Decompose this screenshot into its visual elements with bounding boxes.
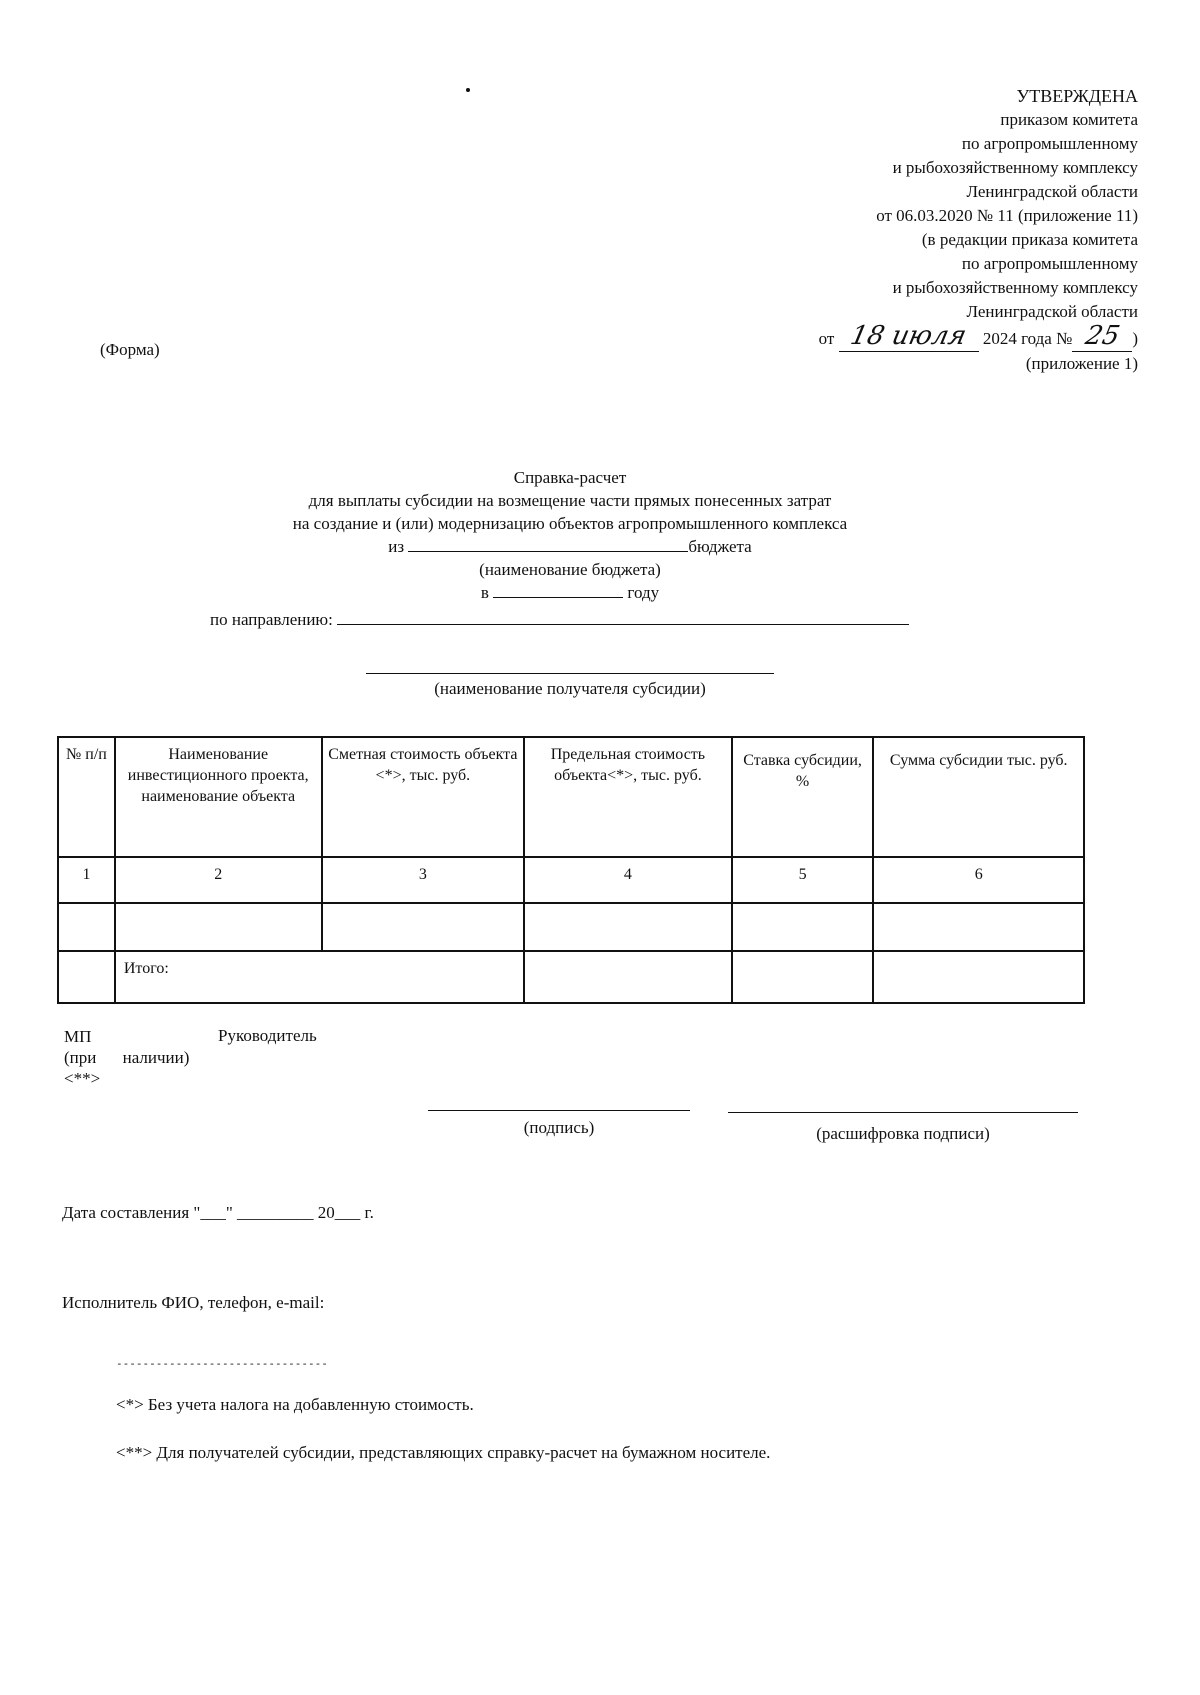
table-row [58, 857, 1084, 903]
year-text: 2024 года № [982, 329, 1073, 348]
recipient-caption: (наименование получателя субсидии) [434, 679, 706, 698]
approval-line: Ленинградской области [966, 182, 1138, 201]
approval-line: Ленинградской области [966, 302, 1138, 321]
table-cell[interactable] [524, 903, 732, 951]
total-row [58, 951, 1084, 1003]
mp-footnote-ref: <**> [64, 1069, 101, 1088]
head-label: Руководитель [218, 1026, 317, 1045]
table-cell[interactable] [732, 951, 874, 1003]
approval-line: по агропромышленному [961, 254, 1138, 273]
signature-caption: (подпись) [523, 1118, 595, 1137]
table-header-cell: Наименование инвестиционного проекта, наименование объекта [115, 737, 322, 857]
direction-input-line[interactable] [337, 608, 909, 625]
table-cell[interactable] [115, 903, 322, 951]
column-number-cell: 3 [322, 857, 525, 903]
year-line [0, 581, 1140, 604]
approval-stamp-block [618, 84, 1138, 376]
direction-label: по направлению: [210, 610, 333, 629]
mp-note [64, 1047, 189, 1068]
signature-decode-caption: (расшифровка подписи) [816, 1124, 990, 1143]
iz-label: из [388, 537, 405, 556]
footnote-1: <*> Без учета налога на добавленную стоимость. [116, 1395, 474, 1414]
stray-dot [466, 88, 470, 92]
table-header-cell: Ставка субсидии, % [732, 737, 874, 857]
budget-caption: (наименование бюджета) [479, 560, 661, 579]
direction-line [210, 608, 909, 630]
signature-input-line[interactable] [428, 1110, 690, 1111]
table-header-row [58, 737, 1084, 857]
table-row [58, 903, 1084, 951]
handwritten-number: 25 [1082, 321, 1123, 351]
table-cell[interactable] [873, 903, 1084, 951]
mp-note-part: наличии) [122, 1048, 190, 1067]
subsidy-table [57, 736, 1085, 1004]
document-title-block [0, 466, 1140, 604]
approval-line: приказом комитета [1000, 110, 1138, 129]
total-label: Итого: [115, 951, 524, 1003]
column-number-cell: 4 [524, 857, 732, 903]
approval-appendix: (приложение 1) [1025, 354, 1138, 373]
stamp-place [64, 1026, 189, 1089]
table-header-cell: Сумма субсидии тыс. руб. [873, 737, 1084, 857]
approval-line: от 06.03.2020 № 11 (приложение 11) [876, 206, 1138, 225]
approval-line: по агропромышленному [961, 134, 1138, 153]
footnote-separator: -------------------------------- [116, 1357, 328, 1370]
budget-suffix: бюджета [688, 537, 752, 556]
table-cell[interactable] [732, 903, 874, 951]
approval-date-line [618, 321, 1138, 352]
recipient-input-line[interactable] [366, 673, 774, 674]
compilation-date: Дата составления "___" _________ 20___ г. [62, 1203, 374, 1222]
executor-label: Исполнитель ФИО, телефон, e-mail: [62, 1293, 325, 1312]
approval-line: и рыбохозяйственному комплексу [892, 278, 1138, 297]
table-header-cell: № п/п [58, 737, 115, 857]
table-cell[interactable] [58, 903, 115, 951]
v-label: в [480, 583, 489, 602]
mp-label: МП [64, 1027, 92, 1046]
table-cell[interactable] [873, 951, 1084, 1003]
signature-decode-input-line[interactable] [728, 1112, 1078, 1113]
form-label: (Форма) [100, 340, 160, 359]
year-suffix: году [627, 583, 660, 602]
column-number-cell: 2 [115, 857, 322, 903]
budget-line [0, 535, 1140, 558]
year-input-line[interactable] [493, 581, 623, 598]
table-header-cell: Сметная стоимость объекта <*>, тыс. руб. [322, 737, 525, 857]
handwritten-date: 18 июля [848, 321, 970, 351]
closing-paren: ) [1132, 329, 1138, 348]
budget-input-line[interactable] [408, 535, 688, 552]
column-number-cell: 5 [732, 857, 874, 903]
footnote-2: <**> Для получателей субсидии, представляющих справку-расчет на бумажном носителе. [116, 1443, 771, 1462]
column-number-cell: 6 [873, 857, 1084, 903]
table-cell[interactable] [524, 951, 732, 1003]
date-prefix: от [818, 329, 835, 348]
table-cell[interactable] [322, 903, 525, 951]
title-line-2: на создание и (или) модернизацию объектов агропромышленного комплекса [292, 514, 848, 533]
approval-line: (в редакции приказа комитета [921, 230, 1138, 249]
column-number-cell: 1 [58, 857, 115, 903]
table-header-cell: Предельная стоимость объекта<*>, тыс. руб. [524, 737, 732, 857]
table-cell [58, 951, 115, 1003]
mp-note-part: (при [64, 1048, 97, 1067]
approval-line: и рыбохозяйственному комплексу [892, 158, 1138, 177]
document-title: Справка-расчет [513, 468, 627, 487]
title-line-1: для выплаты субсидии на возмещение части прямых понесенных затрат [308, 491, 832, 510]
approval-heading: УТВЕРЖДЕНА [1016, 86, 1138, 106]
